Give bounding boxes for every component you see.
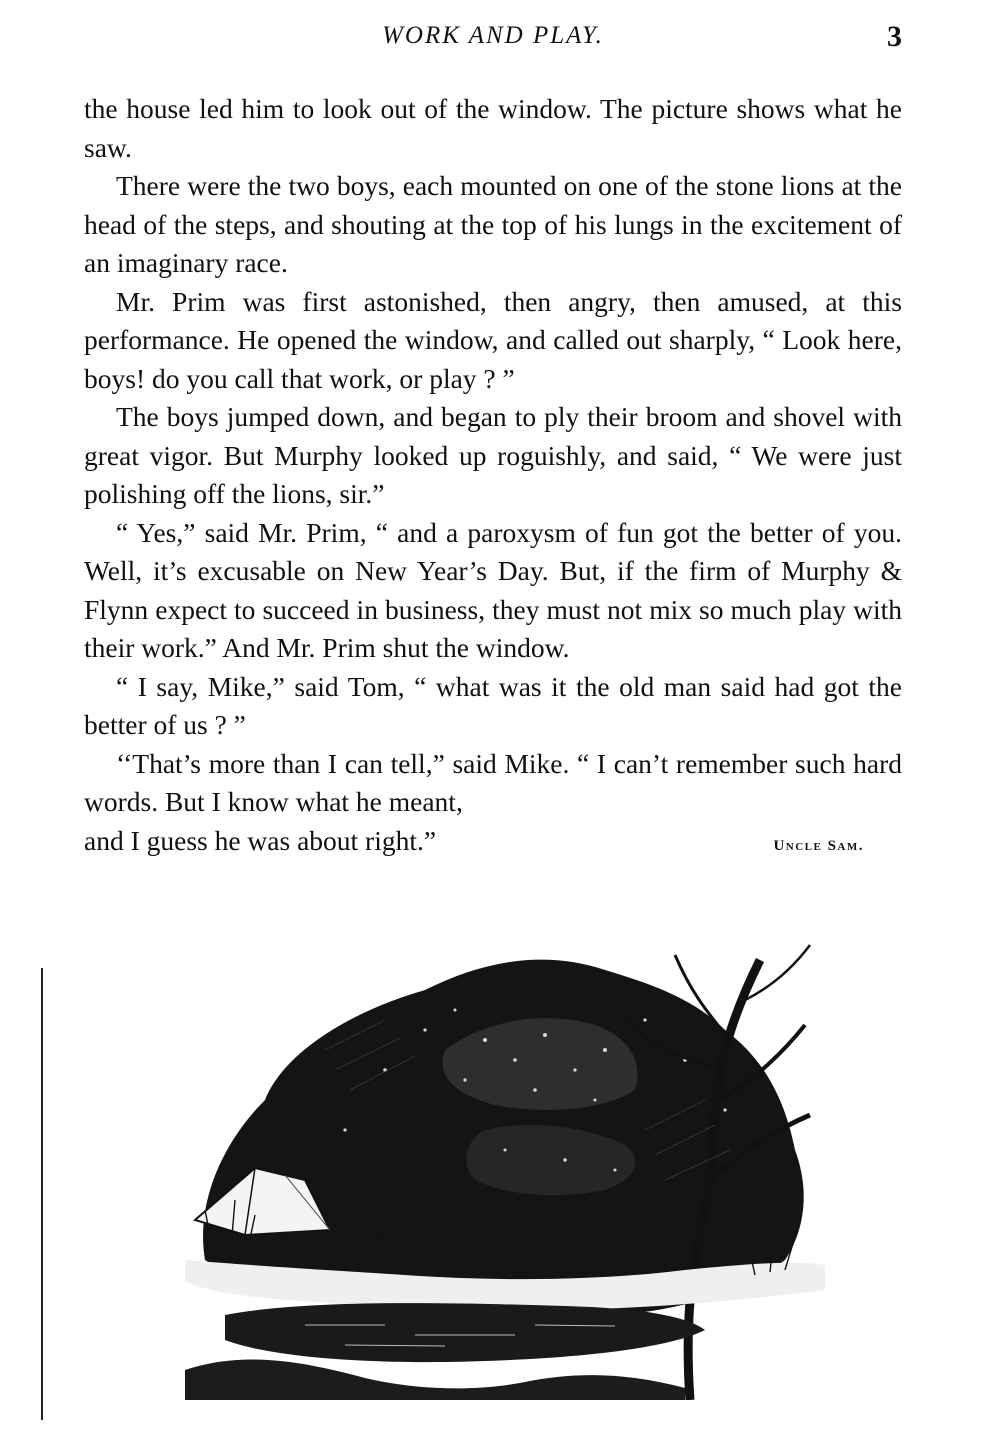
author-signature: Uncle Sam. <box>773 837 864 854</box>
running-head <box>84 18 902 58</box>
paragraph-continuation: the house led him to look out of the window. The picture shows what he saw. <box>84 93 902 163</box>
page-number: 3 <box>887 20 902 53</box>
body-text <box>84 90 902 865</box>
paragraph-mike-answer: ‘‘That’s more than I can tell,” said Mike. “ I can’t remember such hard words. But I know what he meant, <box>84 747 902 817</box>
paragraph-paroxysm: “ Yes,” said Mr. Prim, “ and a paroxysm of fun got the better of you. Well, it’s excusable on New Year’s Day. But, if the firm of Murphy & Flynn expect to succeed in business, they must not mix so much play with their work.” And Mr. Prim shut the window. <box>84 516 902 663</box>
scan-margin-line <box>41 968 43 1420</box>
paragraph-tom-question: “ I say, Mike,” said Tom, “ what was it the old man said had got the better of us ? ” <box>84 670 902 740</box>
paragraph-mr-prim-window: Mr. Prim was first astonished, then angry, then amused, at this performance. He opened the window, and called out sharply, “ Look here, boys! do you call that work, or play ? ” <box>84 285 902 394</box>
final-line-with-signature <box>84 822 902 866</box>
paragraph-boys-on-lions: There were the two boys, each mounted on one of the stone lions at the head of the steps, and shouting at the top of his lungs in the excitement of an imaginary race. <box>84 170 902 278</box>
running-title: WORK AND PLAY. <box>382 22 604 49</box>
final-line-text: and I guess he was about right.” <box>84 824 437 856</box>
paragraph-boys-jumped-down: The boys jumped down, and began to ply their broom and shovel with great vigor. But Murphy looked up roguishly, and said, “ We were just polishing off the lions, sir.” <box>84 401 902 509</box>
winter-landscape-engraving-icon <box>185 930 825 1400</box>
